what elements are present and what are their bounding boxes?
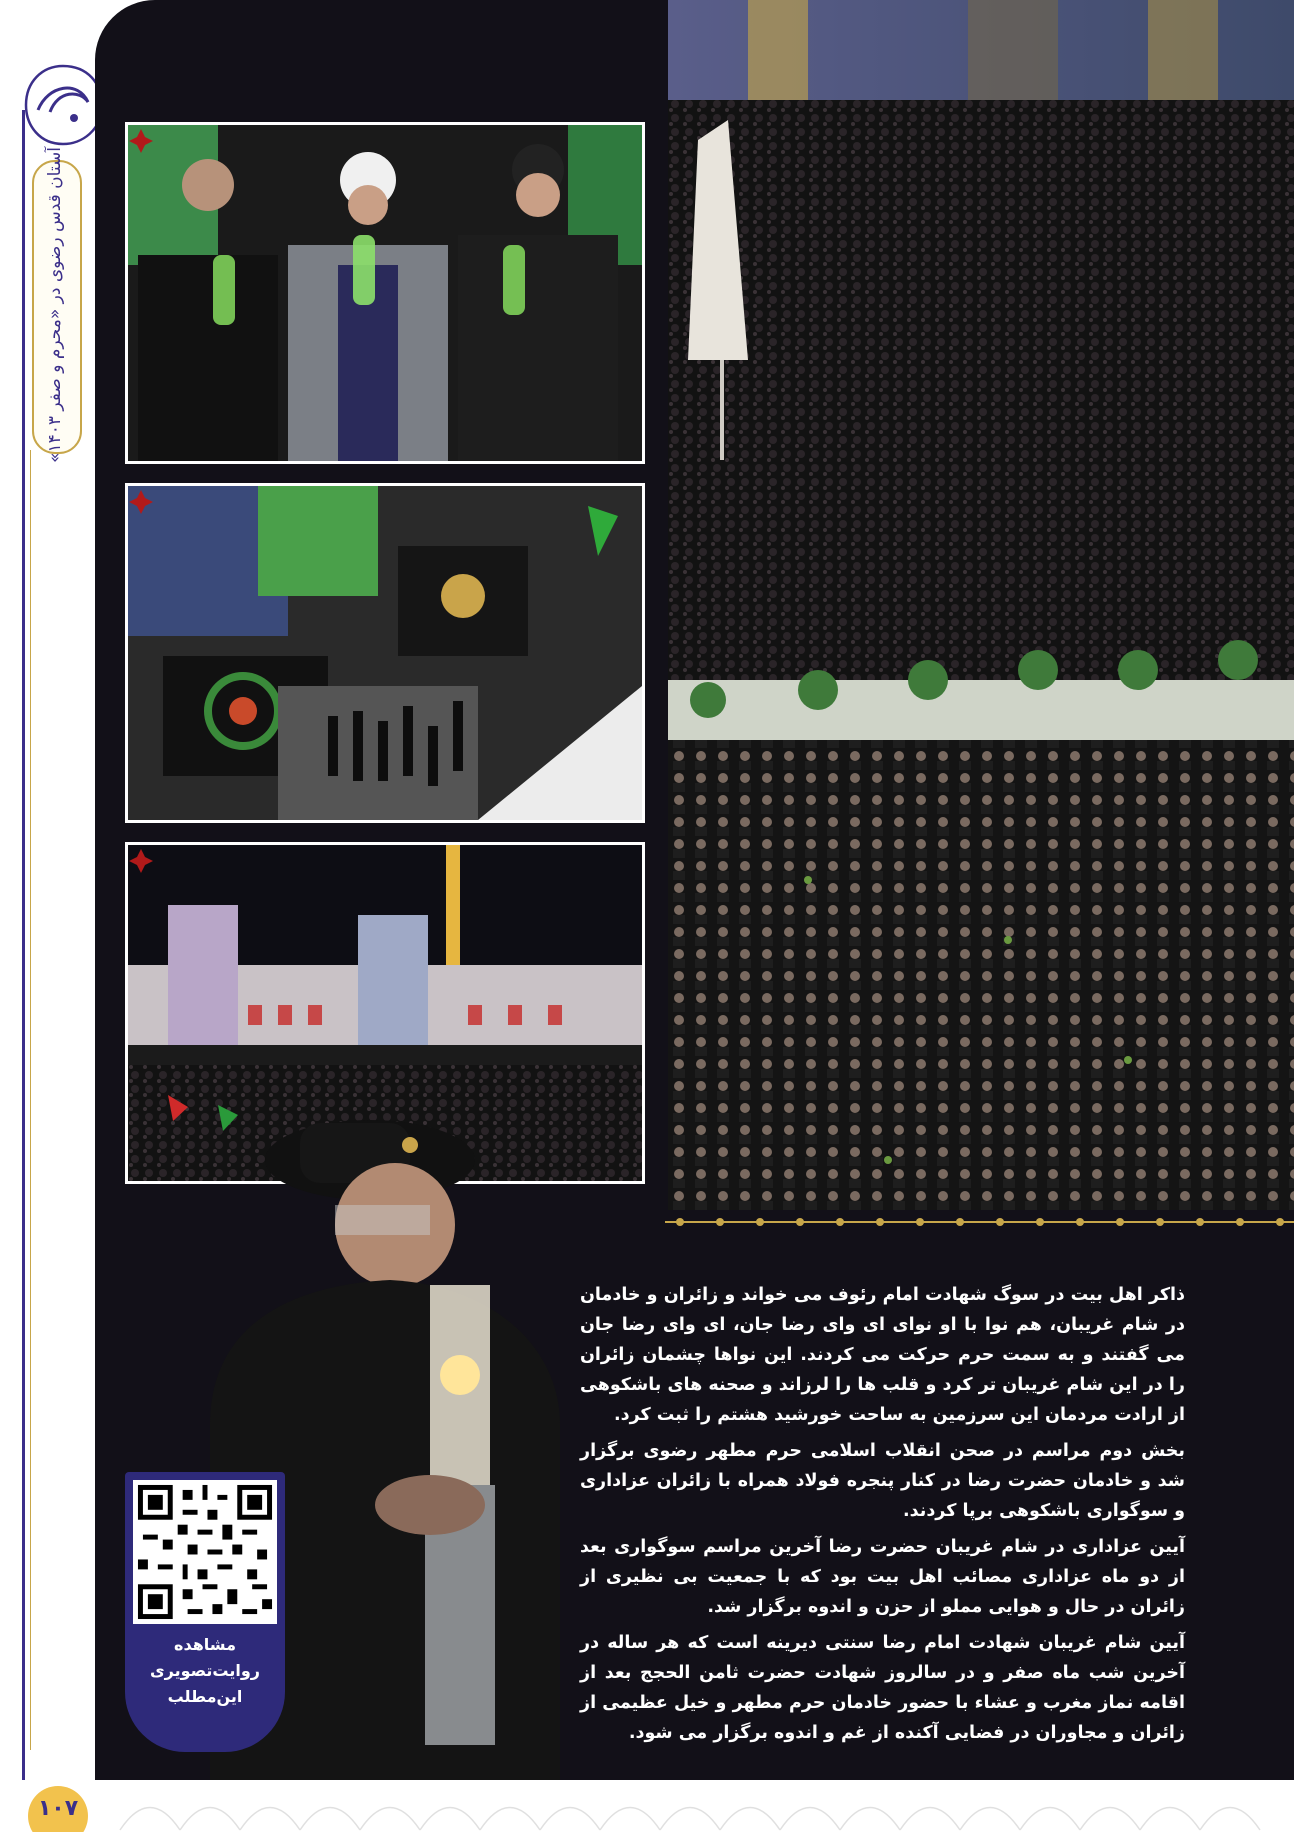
photo-marker-icon <box>128 128 154 154</box>
sidebar-rule <box>22 110 25 1800</box>
section-label: آستان قدس رضوی در «محرم و صفر ۱۴۰۳» <box>45 147 65 463</box>
photo-officials-lanterns <box>125 122 645 464</box>
main-crowd-photo <box>668 0 1294 1210</box>
qr-caption <box>125 1632 285 1710</box>
qr-caption-line: این‌مطلب <box>167 1687 243 1706</box>
page-number: ۱۰۷ <box>28 1786 88 1832</box>
ornament-border <box>665 1210 1294 1238</box>
qr-caption-line: مشاهده <box>174 1635 236 1654</box>
article-body <box>580 1280 1185 1754</box>
article-paragraph: ذاکر اهل بیت در سوگ شهادت امام رئوف می خواند و زائران و خادمان در شام غریبان، هم نوا با او نوای ای وای رضا جان، ای وای رضا جان می گفتند و به سمت حرم حرکت می کردند. این نواها چشمان زائران را در این شام غریبان تر کرد و قلب ها را لرزاند و صحنه های باشکوهی از ارادت مردمان این سرزمین به ساحت خورشید هشتم را ثبت کرد. <box>580 1285 1185 1425</box>
photo-marker-icon <box>128 848 154 874</box>
footer-band <box>0 1780 1294 1832</box>
photo-marker-icon <box>128 489 154 515</box>
qr-caption-line: روایت‌تصویری <box>149 1661 260 1680</box>
qr-code-panel[interactable] <box>125 1472 285 1752</box>
article-paragraph: بخش دوم مراسم در صحن انقلاب اسلامی حرم مطهر رضوی برگزار شد و خادمان حضرت رضا در کنار پنجره فولاد همراه با زائران عزاداری و سوگواری باشکوهی برپا کردند. <box>580 1441 1185 1521</box>
article-paragraph: آیین شام غریبان شهادت امام رضا سنتی دیرینه است که هر ساله در آخرین شب ماه صفر و در سالروز شهادت حضرت ثامن الحجج بعد از اقامه نماز مغرب و عشاء با حضور خادمان حرم مطهر و خیل عظیمی از زائران و مجاوران در فضایی آکنده از غم و اندوه برگزار می شود. <box>580 1633 1185 1743</box>
photo-banner-procession <box>125 483 645 823</box>
article-paragraph: آیین عزاداری در شام غریبان حضرت رضا آخرین مراسم سوگواری بعد از دو ماه عزاداری مصائب اهل بیت بود که با جمعیت بی نظیری از زائران در حال و هوایی مملو از حزن و اندوه برگزار شد. <box>580 1537 1185 1617</box>
sidebar-rule-gold <box>30 450 31 1750</box>
qr-code-image[interactable] <box>133 1480 277 1624</box>
